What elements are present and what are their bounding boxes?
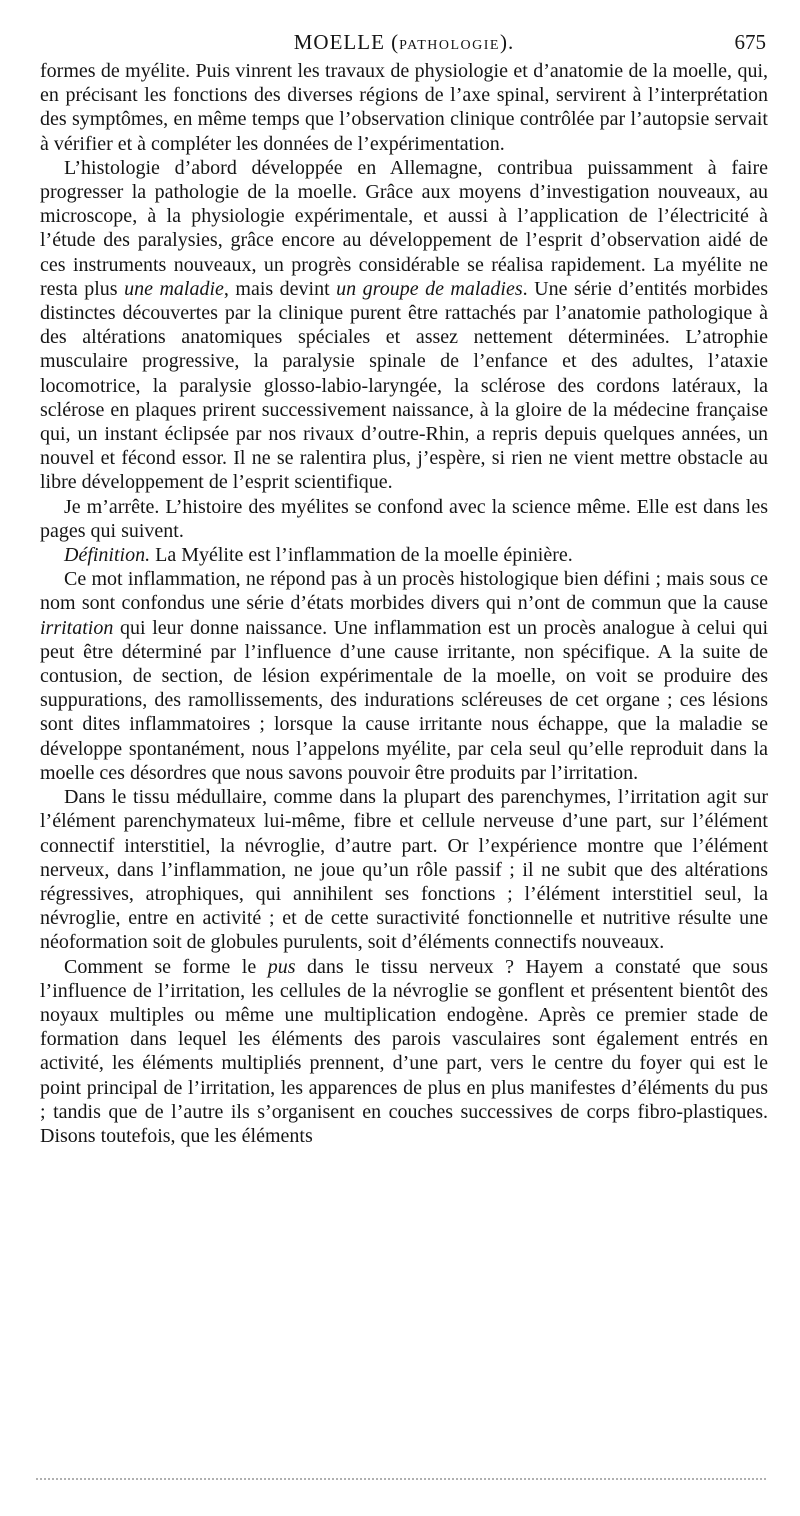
paragraph — [40, 543, 768, 567]
text-run: . Une série d’entités morbides distinctes découvertes par la clinique purent être rattachés par l’anatomie pathologique à des altérations anatomiques spéciales et assez nettement déterminées. L’atrophie musculaire progressive, la paralysie spinale de l’enfance et des adultes, l’ataxie locomotrice, la paralysie glosso-labio-laryngée, la sclérose des cordons latéraux, la sclérose en plaques prirent successivement naissance, à la gloire de la médecine française qui, un instant éclipsée par nos rivaux d’outre-Rhin, a repris depuis quelques années, un nouvel et fécond essor. Il ne se ralentira plus, j’espère, si rien ne vient mettre obstacle au libre développement de l’esprit scientifique. — [40, 277, 769, 494]
text-run: , mais devint — [223, 277, 337, 300]
running-title — [40, 27, 768, 61]
text-run: qui leur donne naissance. Une inflammation est un procès analogue à celui qui peut être déterminé par l’influence d’une cause irritante, non spécifique. A la suite de contusion, de section, de lésion expérimentale de la moelle, on voit se produire des suppurations, des ramollissements, des indurations scléreuses de cet organe ; ces lésions sont dites inflammatoires ; lorsque la cause irritante nous échappe, que la maladie se développe spontanément, nous l’appelons myélite, par cela seul qu’elle reproduit dans la moelle ces désordres que nous savons pouvoir être produits par l’irritation. — [40, 616, 768, 784]
italic-text: pus — [267, 955, 296, 978]
bleed-through-divider — [36, 1478, 766, 1483]
paragraph — [40, 955, 768, 1149]
paragraph — [40, 567, 768, 785]
italic-text: irritation — [40, 616, 114, 639]
running-title-smallcaps: PATHOLOGIE — [399, 38, 500, 53]
body-text — [40, 59, 768, 1148]
italic-text: un groupe de maladies — [336, 277, 523, 300]
running-title-main: MOELLE ( — [293, 30, 400, 54]
paragraph — [40, 785, 768, 954]
text-run: Ce mot inflammation, ne répond pas à un procès histologique bien défini ; mais sous ce nom sont confondus une série d’états morbides divers qui n’ont de commun que la cause — [40, 568, 768, 615]
text-run: formes de myélite. Puis vinrent les travaux de physiologie et d’anatomie de la moelle, qui, en précisant les fonctions des diverses régions de l’axe spinal, servirent à l’interprétation des symptômes, en même temps que l’observation clinique contrôlée par l’autopsie servait à vérifier et à compléter les données de l’expérimentation. — [40, 60, 768, 155]
text-run: Dans le tissu médullaire, comme dans la plupart des parenchymes, l’irritation agit sur l’élément parenchymateux lui-même, fibre et cellule nerveuse d’une part, sur l’élément connectif interstitiel, la névroglie, d’autre part. Or l’expérience montre que l’élément nerveux, dans l’inflammation, ne joue qu’un rôle passif ; il ne subit que des altérations régressives, atrophiques, qui annihilent ses fonctions ; l’élément interstitiel seul, la névroglie, entre en activité ; et de cette suractivité fonctionnelle et nutritive résulte une néoformation soit de globules purulents, soit d’éléments connectifs nouveaux. — [40, 786, 768, 954]
text-run: Comment se forme le — [64, 955, 268, 978]
text-run: dans le tissu nerveux ? Hayem a constaté que sous l’influence de l’irritation, les cellules de la névroglie se gonflent et présentent bientôt des noyaux multiples ou même une multiplication endogène. Après ce premier stade de formation dans lequel les éléments des parois vasculaires sont également entrés en activité, les éléments multipliés prennent, d’une part, vers le centre du foyer qui est le point principal de l’irritation, les apparences de plus en plus manifestes d’éléments du pus ; tandis que de l’autre ils s’organisent en couches successives de corps fibro-plastiques. Disons toutefois, que les éléments — [40, 955, 769, 1147]
paragraph — [40, 156, 768, 495]
paragraph — [40, 495, 768, 543]
text-run: La Myélite est l’inflammation de la moelle épinière. — [150, 544, 573, 567]
paragraph — [40, 59, 768, 156]
italic-text: Définition. — [64, 544, 151, 567]
running-title-end: ). — [499, 30, 515, 54]
italic-text: une maladie — [124, 277, 224, 300]
text-run: Je m’arrête. L’histoire des myélites se confond avec la science même. Elle est dans les pages qui suivent. — [40, 495, 768, 542]
text-run: L’histologie d’abord développée en Allemagne, contribua puissamment à faire progresser la pathologie de la moelle. Grâce aux moyens d’investigation nouveaux, au microscope, à la physiologie expérimentale, et aussi à l’application de l’électricité à l’étude des paralysies, grâce encore au développement de l’esprit d’observation aidé de ces instruments nouveaux, un progrès considérable se réalisa rapidement. La myélite ne resta plus — [40, 156, 768, 300]
running-header — [40, 27, 768, 57]
page-number: 675 — [734, 30, 766, 54]
